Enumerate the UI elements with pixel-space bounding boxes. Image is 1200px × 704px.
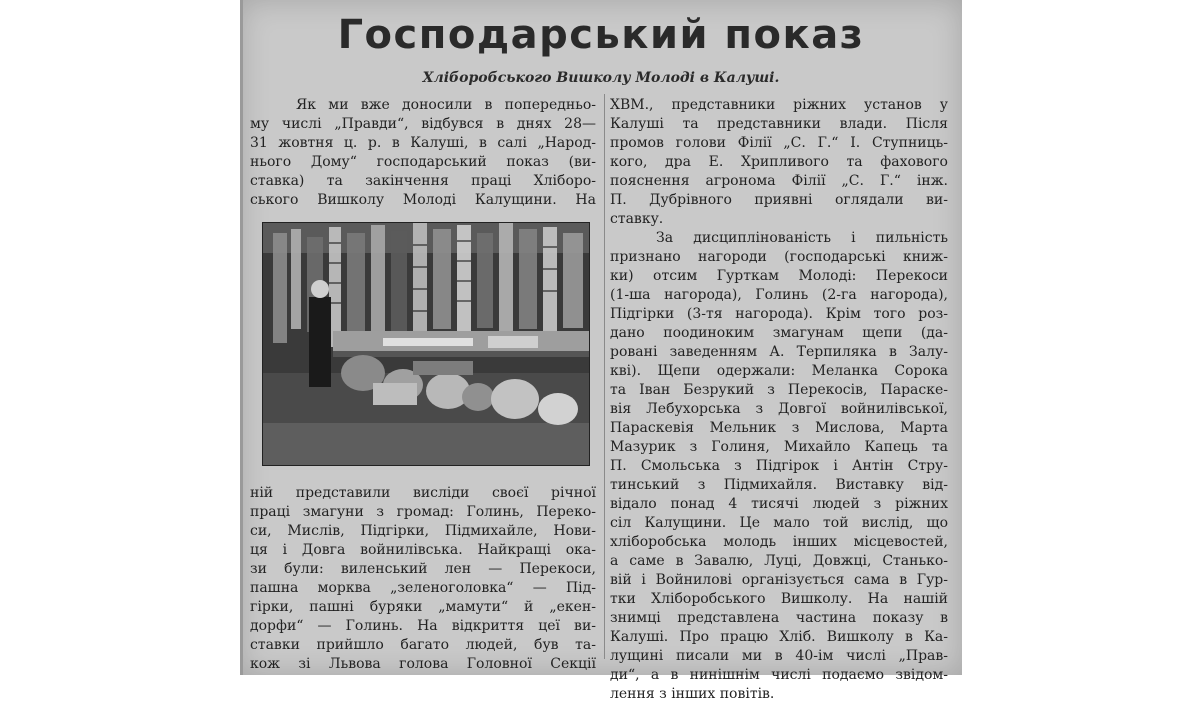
text-line: ній представили висліди своєї річної xyxy=(250,485,596,501)
text-line: ставки прийшло багато людей, був та- xyxy=(250,637,596,653)
text-line: Підгірки (3-тя нагорода). Крім того роз- xyxy=(610,306,948,322)
text-line: нього Дому“ господарський показ (ви- xyxy=(250,154,596,170)
text-line: Калуші. Про працю Хліб. Вишколу в Ка- xyxy=(610,629,948,645)
text-line: признано нагороди (господарські книж- xyxy=(610,249,948,265)
text-line: Мазурик з Голиня, Михайло Капець та xyxy=(610,439,948,455)
left-column-bottom xyxy=(250,484,596,674)
text-line: ставку. xyxy=(610,211,664,227)
text-line: вій і Войнилові організується сама в Гур- xyxy=(610,572,948,588)
text-line: промов голови Філії „С. Г.“ І. Ступниць- xyxy=(610,135,948,151)
text-line: знимці представлена частина показу в xyxy=(610,610,948,626)
text-line: дорфи“ — Голинь. На відкриття цеї ви- xyxy=(250,618,596,634)
text-line: ХВМ., представники ріжних установ у xyxy=(610,97,948,113)
text-line: 31 жовтня ц. р. в Калуші, в салі „Народ- xyxy=(250,135,596,151)
text-line: му числі „Правди“, відбувся в днях 28— xyxy=(250,116,596,132)
article-subheadline: Хліборобського Вишколу Молоді в Калуші. xyxy=(422,70,780,86)
text-line: П. Дубрівного приявні оглядали ви- xyxy=(610,192,948,208)
text-line: ставка) та закінчення праці Хліборо- xyxy=(250,173,596,189)
text-line: тки Хліборобського Вишколу. На нашій xyxy=(610,591,948,607)
text-line: праці змагуни з громад: Голинь, Перeко- xyxy=(250,504,596,520)
text-line: За дисциплінованість і пильність xyxy=(656,230,948,246)
text-line: та Іван Безрукий з Перекосів, Параске- xyxy=(610,382,948,398)
exhibition-photo-image xyxy=(263,223,589,465)
text-line: Як ми вже доносили в попередньо- xyxy=(296,97,596,113)
text-line: ровані заведенням А. Терпиляка в Залу- xyxy=(610,344,948,360)
text-line: П. Смольська з Підгірок і Антін Стру- xyxy=(610,458,948,474)
text-line: тинський з Підмихайля. Виставку від- xyxy=(610,477,948,493)
exhibition-photo xyxy=(262,222,590,466)
text-line: лення з інших повітів. xyxy=(610,686,775,702)
text-line: дано поодиноким змагунам щепи (да- xyxy=(610,325,948,341)
column-divider xyxy=(604,94,605,659)
text-line: ди“, а в нинішнім числі подаємо звідом- xyxy=(610,667,948,683)
text-line: кож зі Львова голова Головної Секції xyxy=(250,656,596,672)
text-line: (1-ша нагорода), Голинь (2-га нагорода), xyxy=(610,287,948,303)
text-line: си, Мислів, Підгірки, Підмихайле, Нови- xyxy=(250,523,596,539)
right-column xyxy=(610,96,948,704)
text-line: лущині писали ми в 40-ім числі „Прав- xyxy=(610,648,948,664)
page-edge xyxy=(240,0,243,675)
text-line: а саме в Завалю, Луці, Довжці, Станько- xyxy=(610,553,948,569)
text-line: вія Лебухорська з Довгої войнилівської, xyxy=(610,401,948,417)
text-line: відало понад 4 тисячі людей з ріжних xyxy=(610,496,948,512)
left-column-top xyxy=(250,96,596,210)
text-line: пашна морква „зеленоголовка“ — Під- xyxy=(250,580,596,596)
text-line: Параскевія Мельник з Мислова, Марта xyxy=(610,420,948,436)
text-line: хліборобська молодь інших місцевостей, xyxy=(610,534,948,550)
newspaper-page xyxy=(240,0,962,702)
text-line: пояснення агронома Філії „С. Г.“ інж. xyxy=(610,173,948,189)
text-line: ки) отсим Гурткам Молоді: Перекоси xyxy=(610,268,948,284)
text-line: ського Вишколу Молоді Калущини. На xyxy=(250,192,596,208)
text-line: зи були: виленський лен — Перекоси, xyxy=(250,561,596,577)
text-line: кого, дра Е. Хрипливого та фахового xyxy=(610,154,948,170)
text-line: Калуші та представники влади. Після xyxy=(610,116,948,132)
text-line: ця і Довга войнилівська. Найкращі ока- xyxy=(250,542,596,558)
text-line: кві). Щепи одержали: Меланка Сорока xyxy=(610,363,948,379)
text-line: гірки, пашні буряки „мамути“ й „екен- xyxy=(250,599,596,615)
text-line: сіл Калущини. Це мало той вислід, що xyxy=(610,515,948,531)
article-headline: Господарський показ xyxy=(337,12,865,58)
